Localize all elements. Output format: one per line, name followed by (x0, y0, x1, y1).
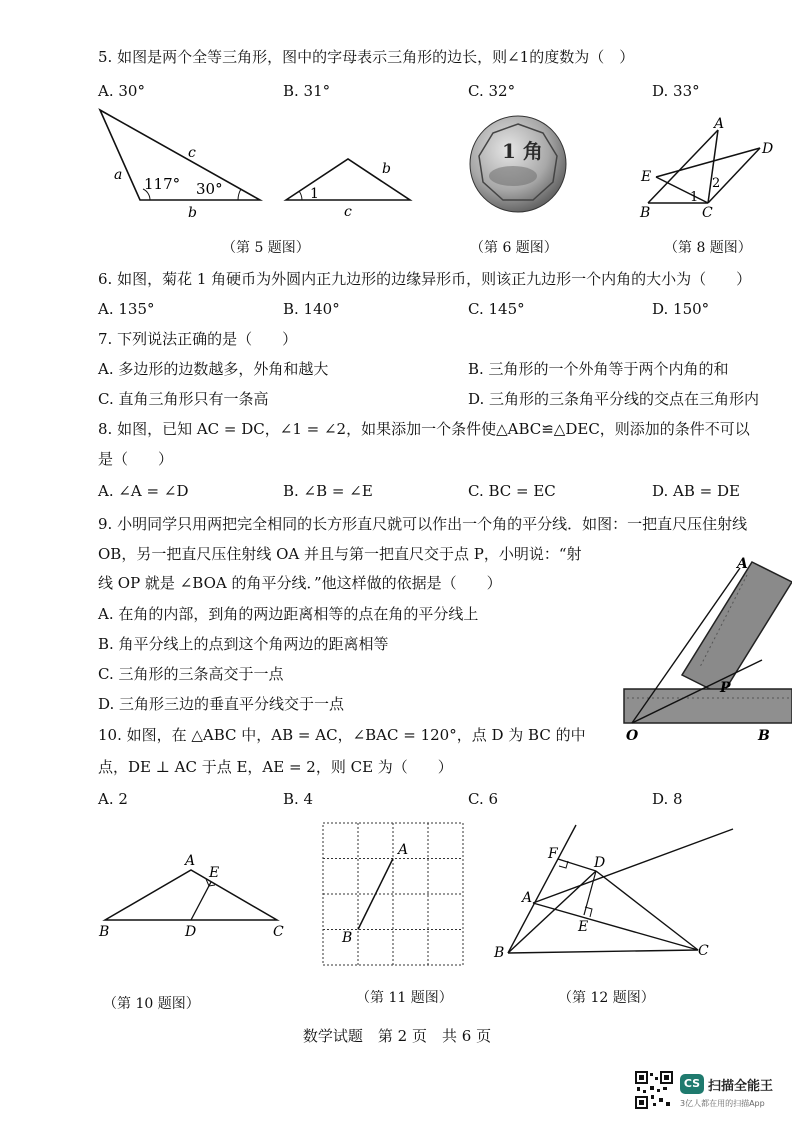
q10-stem-line2: 点，DE ⊥ AC 于点 E，AE = 2，则 CE 为（ ） (98, 758, 453, 776)
q10-stem-line1: 10. 如图，在 △ABC 中，AB = AC，∠BAC = 120°，点 D 为 BC 的中 (98, 726, 586, 744)
q5-option-d: D. 33° (652, 82, 700, 100)
fig5-label-b2: b (382, 161, 391, 177)
fig11-label-a: A (398, 842, 409, 858)
q10-option-c: C. 6 (468, 790, 499, 808)
q7-option-c: C. 直角三角形只有一条高 (98, 390, 269, 408)
q8-option-b: B. ∠B = ∠E (283, 482, 373, 500)
coin-flower-pattern (489, 166, 537, 186)
fig10-label-d: D (185, 924, 197, 940)
fig12-label-f: F (548, 846, 558, 862)
fig12-label-e: E (578, 919, 589, 935)
q6-stem: 6. 如图，菊花 1 角硬币为外圆内正九边形的边缘异形币，则该正九边形一个内角的大小为（ ） (98, 270, 752, 288)
fig8-label-e: E (641, 169, 652, 185)
camscanner-logo: CS (680, 1074, 704, 1094)
figure-6-coin (468, 114, 568, 214)
fig9-label-p: P (720, 680, 731, 696)
caption-fig10: （第 10 题图） (103, 996, 200, 1012)
fig10-label-b: B (99, 924, 110, 940)
fig9-label-a: A (737, 556, 748, 572)
q9-stem-line2: OB，另一把直尺压住射线 OA 并且与第一把直尺交于点 P，小明说：“射 (98, 545, 582, 563)
q7-option-a: A. 多边形的边数越多，外角和越大 (98, 360, 329, 378)
fig5-label-c: c (188, 145, 196, 161)
caption-fig5: （第 5 题图） (222, 240, 310, 256)
qr-code-icon (635, 1071, 673, 1109)
q10-option-d: D. 8 (652, 790, 683, 808)
caption-fig11: （第 11 题图） (356, 990, 453, 1006)
q9-stem-line1: 9. 小明同学只用两把完全相同的长方形直尺就可以作出一个角的平分线．如图：一把直尺压住射线 (98, 515, 748, 533)
q7-option-b: B. 三角形的一个外角等于两个内角的和 (468, 360, 729, 378)
q6-option-d: D. 150° (652, 300, 710, 318)
q9-option-b: B. 角平分线上的点到这个角两边的距离相等 (98, 635, 389, 653)
fig8-label-two: 2 (712, 176, 721, 191)
fig12-label-c: C (698, 943, 709, 959)
q5-option-b: B. 31° (283, 82, 331, 100)
q8-option-a: A. ∠A = ∠D (98, 482, 189, 500)
fig10-label-c: C (273, 924, 284, 940)
figure-12 (488, 823, 738, 963)
q5-stem: 5. 如图是两个全等三角形，图中的字母表示三角形的边长，则∠1的度数为（ ） (98, 48, 635, 66)
q8-option-d: D. AB = DE (652, 482, 740, 500)
coin-outer-circle (470, 116, 566, 212)
q6-option-a: A. 135° (98, 300, 155, 318)
fig5-angle-arc-30 (238, 189, 241, 200)
page-footer: 数学试题 第 2 页 共 6 页 (302, 1027, 492, 1045)
q5-option-a: A. 30° (98, 82, 145, 100)
fig5-label-one: 1 (310, 186, 319, 202)
figure-8 (636, 115, 786, 223)
fig12-label-d: D (594, 855, 606, 871)
q5-option-c: C. 32° (468, 82, 516, 100)
fig12-label-a: A (522, 890, 533, 906)
q8-option-c: C. BC = EC (468, 482, 556, 500)
q9-option-d: D. 三角形三边的垂直平分线交于一点 (98, 695, 345, 713)
q9-option-a: A. 在角的内部，到角的两边距离相等的点在角的平分线上 (98, 605, 479, 623)
q8-stem-line1: 8. 如图，已知 AC = DC，∠1 = ∠2，如果添加一个条件使△ABC≌△DEC，则添加的条件不可以 (98, 420, 750, 438)
fig5-label-b: b (188, 205, 197, 220)
caption-fig6: （第 6 题图） (470, 240, 558, 256)
q7-stem: 7. 下列说法正确的是（ ） (98, 330, 298, 348)
fig10-label-a: A (185, 853, 196, 869)
q9-option-c: C. 三角形的三条高交于一点 (98, 665, 284, 683)
caption-fig12: （第 12 题图） (558, 990, 655, 1006)
coin-text: 1 角 (502, 139, 543, 163)
fig8-label-d: D (762, 141, 774, 157)
fig5-label-c2: c (344, 204, 352, 220)
figure-5 (90, 105, 420, 220)
fig8-label-a: A (714, 116, 725, 132)
ruler-lower (624, 689, 792, 723)
fig5-angle-arc-1 (299, 191, 302, 200)
fig5-angle-30: 30° (196, 180, 223, 198)
fig8-label-b: B (640, 205, 651, 221)
camscanner-tagline: 3亿人都在用的扫描App (680, 1099, 765, 1108)
q10-option-a: A. 2 (98, 790, 128, 808)
q6-option-b: B. 140° (283, 300, 340, 318)
caption-fig8: （第 8 题图） (664, 240, 752, 256)
q10-option-b: B. 4 (283, 790, 314, 808)
fig10-label-e: E (209, 865, 220, 881)
figure-9-rulers (612, 550, 792, 745)
fig8-label-c: C (702, 205, 713, 221)
q9-stem-line3: 线 OP 就是 ∠BOA 的角平分线．”他这样做的依据是（ ） (98, 574, 502, 592)
q6-option-c: C. 145° (468, 300, 525, 318)
figure-10 (95, 850, 295, 945)
fig9-label-o: O (626, 728, 639, 744)
fig12-label-b: B (494, 945, 505, 961)
fig11-label-b: B (342, 930, 353, 946)
fig9-label-b: B (758, 728, 770, 744)
q8-stem-line2: 是（ ） (98, 450, 174, 468)
figure-11-grid (318, 818, 468, 970)
fig5-angle-117: 117° (144, 175, 181, 193)
fig5-label-a: a (114, 167, 123, 183)
fig8-label-one: 1 (690, 190, 699, 205)
fig5-triangle-right (286, 159, 410, 200)
q7-option-d: D. 三角形的三条角平分线的交点在三角形内 (468, 390, 760, 408)
camscanner-name: 扫描全能王 (708, 1079, 774, 1094)
